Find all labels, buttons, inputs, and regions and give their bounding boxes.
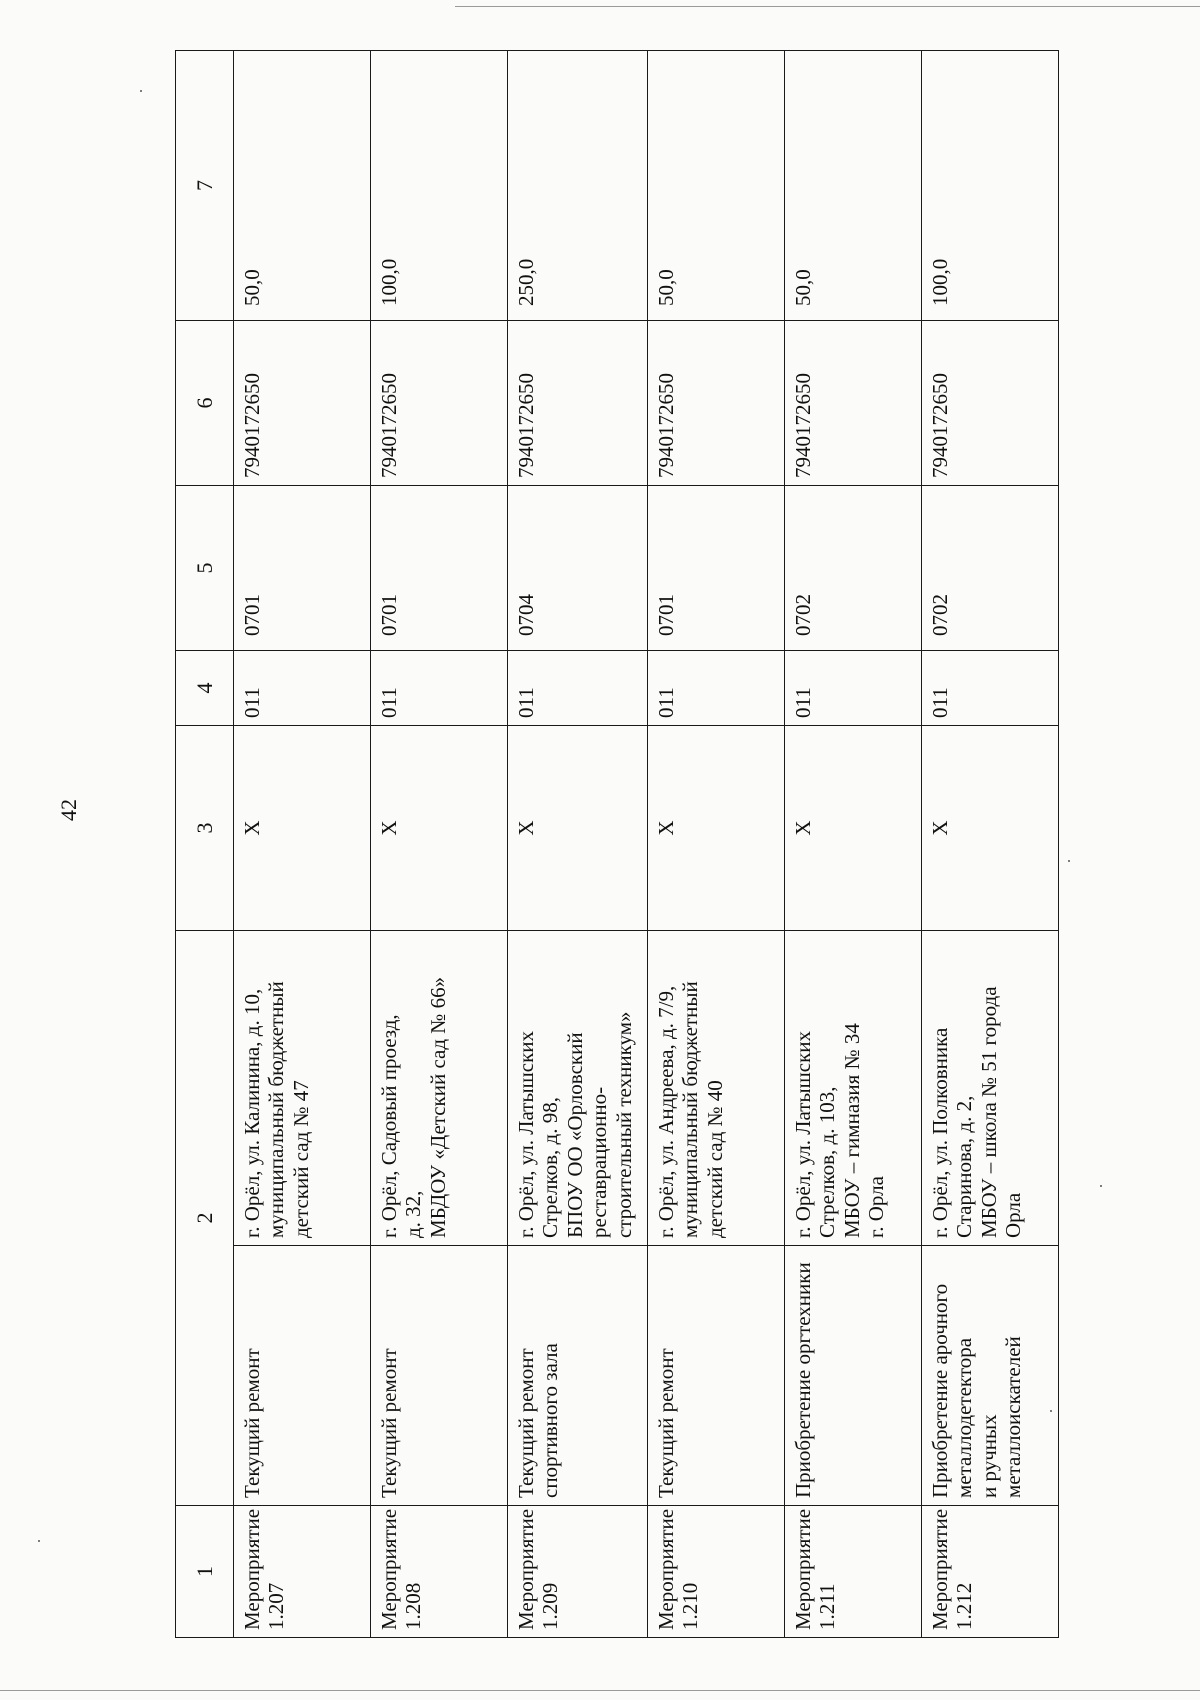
scan-speck (140, 90, 142, 92)
measure-name: Приобретение арочного металлодетектора и ручных металлоискателей (921, 1246, 1058, 1506)
header-col-5: 5 (176, 486, 234, 651)
measure-name: Текущий ремонт (234, 1246, 371, 1506)
header-col-6: 6 (176, 321, 234, 486)
cell-col-5: 0701 (371, 486, 508, 651)
scan-speck (1050, 1410, 1052, 1412)
cell-col-5: 0704 (508, 486, 648, 651)
header-col-7: 7 (176, 51, 234, 321)
measure-address: г. Орёл, ул. Полковника Старинова, д. 2, МБОУ – школа № 51 города Орла (921, 931, 1058, 1246)
cell-col-6: 7940172650 (647, 321, 784, 486)
scan-edge-line (0, 1690, 1200, 1691)
cell-col-5: 0702 (921, 486, 1058, 651)
cell-col-4: 011 (921, 651, 1058, 726)
cell-col-6: 7940172650 (371, 321, 508, 486)
table-row (508, 51, 648, 1638)
measure-name: Текущий ремонт (371, 1246, 508, 1506)
measure-name: Текущий ремонт (647, 1246, 784, 1506)
measure-name: Приобретение оргтехники (784, 1246, 921, 1506)
cell-col-5: 0701 (234, 486, 371, 651)
cell-col-4: 011 (234, 651, 371, 726)
cell-col-3: X (234, 726, 371, 931)
measure-address: г. Орёл, ул. Калинина, д. 10, муниципальный бюджетный детский сад № 47 (234, 931, 371, 1246)
cell-col-3: X (921, 726, 1058, 931)
table-container (175, 51, 1059, 1638)
cell-col-7: 100,0 (371, 51, 508, 321)
measure-id: Мероприятие 1.208 (371, 1506, 508, 1638)
header-col-3: 3 (176, 726, 234, 931)
cell-col-5: 0702 (784, 486, 921, 651)
cell-col-3: X (508, 726, 648, 931)
cell-col-7: 100,0 (921, 51, 1058, 321)
measure-id: Мероприятие 1.212 (921, 1506, 1058, 1638)
measure-id: Мероприятие 1.211 (784, 1506, 921, 1638)
page-number: 42 (56, 799, 81, 821)
measure-address: г. Орёл, ул. Андреева, д. 7/9, муниципальный бюджетный детский сад № 40 (647, 931, 784, 1246)
cell-col-4: 011 (647, 651, 784, 726)
header-col-1: 1 (176, 1506, 234, 1638)
measure-id: Мероприятие 1.209 (508, 1506, 648, 1638)
measure-id: Мероприятие 1.210 (647, 1506, 784, 1638)
cell-col-6: 7940172650 (508, 321, 648, 486)
scan-speck (1100, 1185, 1102, 1187)
scan-speck (38, 1540, 40, 1542)
header-col-2: 2 (176, 931, 234, 1506)
table-header-row (176, 51, 234, 1638)
table-row (921, 51, 1058, 1638)
cell-col-3: X (371, 726, 508, 931)
cell-col-4: 011 (508, 651, 648, 726)
measure-name: Текущий ремонт спортивного зала (508, 1246, 648, 1506)
cell-col-6: 7940172650 (784, 321, 921, 486)
header-col-4: 4 (176, 651, 234, 726)
table-row (784, 51, 921, 1638)
cell-col-7: 250,0 (508, 51, 648, 321)
cell-col-6: 7940172650 (234, 321, 371, 486)
measure-address: г. Орёл, Садовый проезд, д. 32, МБДОУ «Детский сад № 66» (371, 931, 508, 1246)
cell-col-3: X (647, 726, 784, 931)
scan-speck (1068, 860, 1070, 862)
budget-measures-table (175, 50, 1059, 1638)
measure-address: г. Орёл, ул. Латышских Стрелков, д. 103, МБОУ – гимназия № 34 г. Орла (784, 931, 921, 1246)
cell-col-7: 50,0 (784, 51, 921, 321)
table-row (371, 51, 508, 1638)
table-row (234, 51, 371, 1638)
cell-col-4: 011 (784, 651, 921, 726)
cell-col-7: 50,0 (234, 51, 371, 321)
cell-col-4: 011 (371, 651, 508, 726)
measure-id: Мероприятие 1.207 (234, 1506, 371, 1638)
cell-col-6: 7940172650 (921, 321, 1058, 486)
scan-edge-line (455, 6, 1200, 7)
measure-address: г. Орёл, ул. Латышских Стрелков, д. 98, БПОУ ОО «Орловский реставрационно- строительный техникум» (508, 931, 648, 1246)
cell-col-3: X (784, 726, 921, 931)
table-row (647, 51, 784, 1638)
cell-col-5: 0701 (647, 486, 784, 651)
cell-col-7: 50,0 (647, 51, 784, 321)
